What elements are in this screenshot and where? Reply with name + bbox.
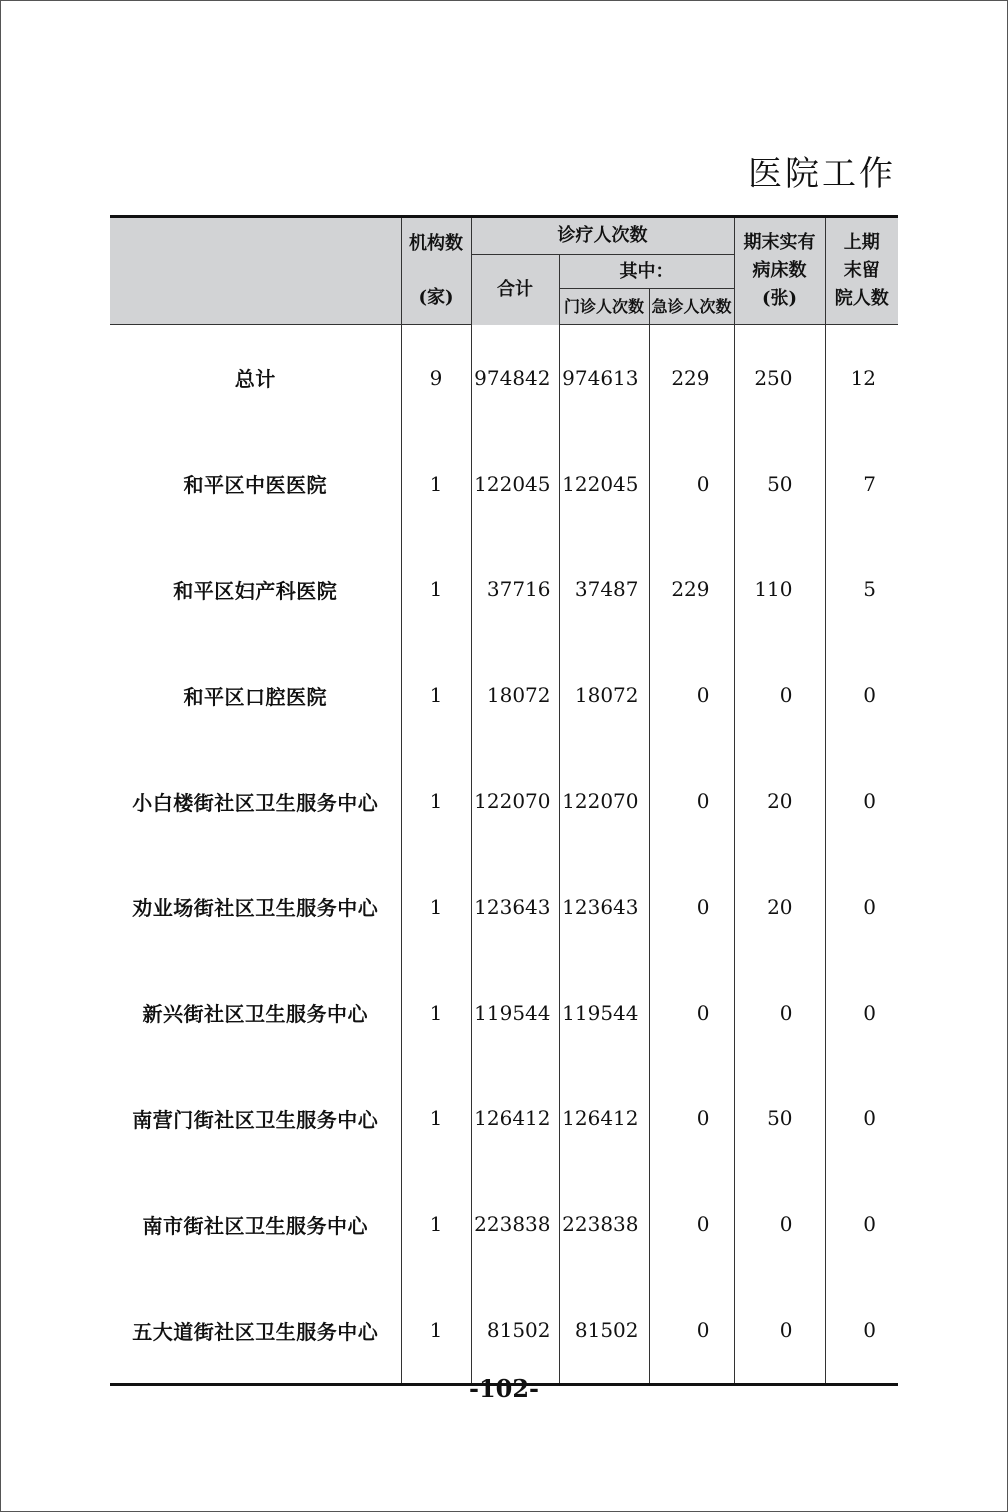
header-visits-group: 诊疗人次数 — [471, 217, 734, 255]
row-name: 五大道街社区卫生服务中心 — [110, 1277, 401, 1384]
table-row — [110, 1066, 898, 1172]
cell-emergency: 229 — [649, 325, 734, 431]
cell-outpatient: 974613 — [559, 325, 649, 431]
row-name: 新兴街社区卫生服务中心 — [142, 1002, 368, 1027]
cell-emergency: 0 — [649, 960, 734, 1066]
header-beds-unit: (张) — [761, 288, 798, 309]
cell-institutions: 1 — [401, 537, 471, 643]
cell-outpatient: 119544 — [559, 960, 649, 1066]
cell-inpatients: 5 — [825, 537, 898, 643]
cell-institutions: 1 — [401, 1277, 471, 1384]
cell-beds: 0 — [734, 642, 825, 748]
cell-total: 223838 — [471, 1171, 559, 1277]
header-inpatients-line1: 上期 — [843, 232, 880, 253]
cell-emergency: 0 — [649, 1277, 734, 1384]
header-inpatients-line3: 院人数 — [834, 288, 889, 309]
cell-inpatients: 0 — [825, 960, 898, 1066]
cell-institutions: 1 — [401, 748, 471, 854]
row-name: 和平区妇产科医院 — [173, 578, 338, 603]
page-number: -102- — [468, 1374, 540, 1403]
cell-outpatient: 122070 — [559, 748, 649, 854]
cell-beds: 50 — [734, 431, 825, 537]
cell-institutions: 1 — [401, 642, 471, 748]
cell-total: 126412 — [471, 1066, 559, 1172]
table-header — [110, 217, 898, 325]
cell-beds: 250 — [734, 325, 825, 431]
cell-inpatients: 0 — [825, 748, 898, 854]
table-row — [110, 960, 898, 1066]
cell-beds: 50 — [734, 1066, 825, 1172]
cell-total: 18072 — [471, 642, 559, 748]
header-beds — [734, 217, 825, 325]
cell-total: 123643 — [471, 854, 559, 960]
cell-beds: 20 — [734, 854, 825, 960]
header-institutions-unit: (家) — [418, 287, 454, 308]
table-row — [110, 431, 898, 537]
header-of-which: 其中： — [559, 255, 734, 289]
cell-institutions: 9 — [401, 325, 471, 431]
table-row — [110, 325, 898, 431]
header-beds-line2: 病床数 — [752, 260, 807, 281]
cell-outpatient: 122045 — [559, 431, 649, 537]
header-institutions-label: 机构数 — [409, 233, 463, 254]
cell-total: 122045 — [471, 431, 559, 537]
cell-inpatients: 0 — [825, 1171, 898, 1277]
row-name: 南市街社区卫生服务中心 — [142, 1213, 368, 1238]
header-total: 合计 — [471, 255, 559, 325]
row-name: 南营门街社区卫生服务中心 — [132, 1107, 379, 1132]
header-emergency: 急诊人次数 — [649, 289, 734, 325]
row-name: 和平区口腔医院 — [183, 684, 327, 709]
cell-total: 81502 — [471, 1277, 559, 1384]
cell-emergency: 0 — [649, 748, 734, 854]
cell-inpatients: 12 — [825, 325, 898, 431]
cell-inpatients: 0 — [825, 854, 898, 960]
cell-beds: 0 — [734, 1277, 825, 1384]
cell-inpatients: 0 — [825, 642, 898, 748]
hospital-stats-table — [110, 215, 898, 1386]
header-institutions — [401, 217, 471, 325]
cell-total: 974842 — [471, 325, 559, 431]
row-name: 劝业场街社区卫生服务中心 — [132, 896, 379, 921]
cell-emergency: 229 — [649, 537, 734, 643]
cell-emergency: 0 — [649, 1066, 734, 1172]
cell-inpatients: 0 — [825, 1066, 898, 1172]
table-row — [110, 748, 898, 854]
cell-beds: 0 — [734, 960, 825, 1066]
cell-inpatients: 0 — [825, 1277, 898, 1384]
row-name: 和平区中医医院 — [183, 473, 327, 498]
cell-emergency: 0 — [649, 642, 734, 748]
table-row — [110, 1171, 898, 1277]
cell-total: 119544 — [471, 960, 559, 1066]
cell-outpatient: 81502 — [559, 1277, 649, 1384]
table-row — [110, 537, 898, 643]
table-row — [110, 854, 898, 960]
cell-beds: 0 — [734, 1171, 825, 1277]
table-row — [110, 1277, 898, 1384]
table-row — [110, 642, 898, 748]
cell-outpatient: 37487 — [559, 537, 649, 643]
cell-emergency: 0 — [649, 1171, 734, 1277]
cell-emergency: 0 — [649, 431, 734, 537]
cell-total: 122070 — [471, 748, 559, 854]
cell-institutions: 1 — [401, 431, 471, 537]
cell-inpatients: 7 — [825, 431, 898, 537]
header-inpatients-line2: 末留 — [843, 260, 880, 281]
cell-outpatient: 123643 — [559, 854, 649, 960]
header-inpatients — [825, 217, 898, 325]
header-beds-line1: 期末实有 — [743, 232, 816, 253]
row-name: 小白楼街社区卫生服务中心 — [132, 790, 379, 815]
cell-institutions: 1 — [401, 854, 471, 960]
cell-institutions: 1 — [401, 1066, 471, 1172]
header-blank-cell — [110, 217, 401, 325]
cell-institutions: 1 — [401, 1171, 471, 1277]
row-name: 总计 — [234, 367, 276, 392]
cell-outpatient: 223838 — [559, 1171, 649, 1277]
section-title: 医院工作 — [748, 154, 896, 194]
cell-institutions: 1 — [401, 960, 471, 1066]
cell-outpatient: 18072 — [559, 642, 649, 748]
table-body — [110, 325, 898, 1385]
cell-beds: 110 — [734, 537, 825, 643]
cell-beds: 20 — [734, 748, 825, 854]
header-outpatient: 门诊人次数 — [559, 289, 649, 325]
cell-total: 37716 — [471, 537, 559, 643]
cell-emergency: 0 — [649, 854, 734, 960]
cell-outpatient: 126412 — [559, 1066, 649, 1172]
